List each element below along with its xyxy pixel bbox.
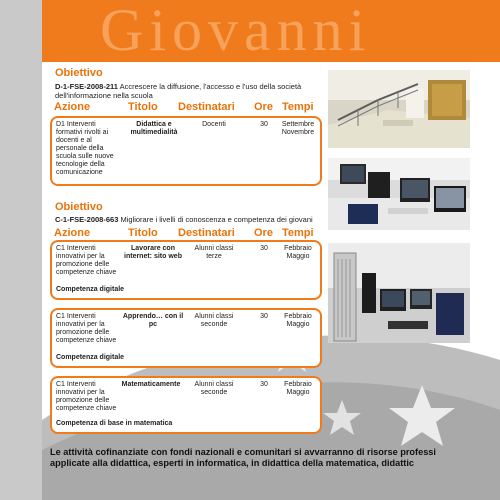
computer-lab-photo <box>328 158 470 230</box>
header-azione: Azione <box>54 227 91 239</box>
header-destinatari: Destinatari <box>178 101 235 113</box>
cell-destinatari: Docenti <box>202 121 226 128</box>
section1-description: Accrescere la diffusione, l'accesso e l'uso della società dell'informazione nella scuola <box>55 82 302 100</box>
table-row <box>50 240 322 300</box>
section2-description: Migliorare i livelli di conoscenza e competenza dei giovani <box>120 215 313 224</box>
hallway-photo <box>328 70 470 148</box>
banner-title: Giovanni <box>100 0 372 62</box>
section1-title: Obiettivo <box>55 67 103 79</box>
cell-ore: 30 <box>260 313 268 320</box>
cell-azione: C1 Interventi innovativi per la promozione delle competenze chiave <box>56 245 117 276</box>
cell-destinatari: Alunni classi seconde <box>194 313 234 328</box>
cell-ore: 30 <box>260 381 268 388</box>
header-titolo: Titolo <box>128 227 158 239</box>
cell-ore: 30 <box>260 121 268 128</box>
table-row <box>50 376 322 434</box>
header-tempi: Tempi <box>282 101 314 113</box>
cell-tempi: Febbraio Maggio <box>284 313 312 328</box>
cell-competenza: Competenza di base in matematica <box>56 420 173 427</box>
section2-column-headers <box>52 227 322 241</box>
cell-tempi: Febbraio Maggio <box>284 245 312 260</box>
section2-code: C-1-FSE-2008-663 <box>55 215 119 224</box>
cell-destinatari: Alunni classi seconde <box>194 381 234 396</box>
header-tempi: Tempi <box>282 227 314 239</box>
header-ore: Ore <box>254 101 273 113</box>
header-azione: Azione <box>54 101 91 113</box>
section1-code: D-1-FSE-2008-211 <box>55 82 118 91</box>
footer-paragraph <box>50 447 500 469</box>
cell-titolo: Lavorare con internet: sito web <box>124 245 182 260</box>
footer-line-1: Le attività cofinanziate con fondi nazionali e comunitari si avvarranno di risorse professi <box>50 447 436 457</box>
cell-titolo: Matematicamente <box>121 381 181 388</box>
cell-tempi: Settembre Novembre <box>281 121 315 136</box>
section2-title: Obiettivo <box>55 201 103 213</box>
header-ore: Ore <box>254 227 273 239</box>
cell-competenza: Competenza digitale <box>56 354 125 361</box>
cell-titolo: Didattica e multimedialità <box>130 121 178 136</box>
section2-objective <box>55 215 325 224</box>
section1-objective <box>55 82 325 100</box>
computers-photo <box>328 243 470 343</box>
cell-azione: D1 Interventi formativi rivolti ai docenti e al personale della scuola sulle nuove tecnologie della comunicazione <box>56 121 114 176</box>
section1-column-headers <box>52 101 322 115</box>
table-row <box>50 116 322 186</box>
cell-titolo: Apprendo… con il pc <box>122 313 184 328</box>
cell-tempi: Febbraio Maggio <box>284 381 312 396</box>
cell-ore: 30 <box>260 245 268 252</box>
cell-competenza: Competenza digitale <box>56 286 125 293</box>
cell-azione: C1 Interventi innovativi per la promozione delle competenze chiave <box>56 381 117 412</box>
header-titolo: Titolo <box>128 101 158 113</box>
footer-line-2: applicate alla didattica, esperti in informatica, in didattica della matematica, didattic <box>50 458 415 468</box>
cell-azione: C1 Interventi innovativi per la promozione delle competenze chiave <box>56 313 117 344</box>
cell-destinatari: Alunni classi terze <box>194 245 234 260</box>
table-row <box>50 308 322 368</box>
left-stripe <box>0 0 42 500</box>
header-destinatari: Destinatari <box>178 227 235 239</box>
header-banner <box>42 0 500 62</box>
